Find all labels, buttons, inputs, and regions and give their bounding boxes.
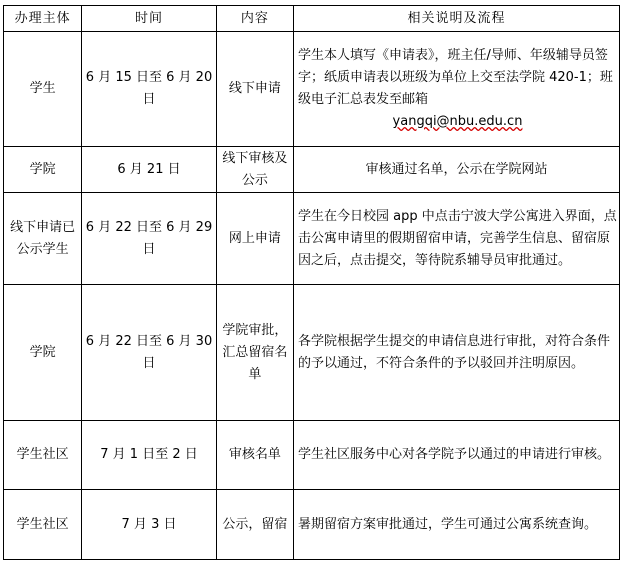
table-row	[4, 421, 620, 490]
cell-description: 学生在今日校园 app 中点击宁波大学公寓进入界面，点击公寓申请里的假期留宿申请，完善学生信息、留宿原因之后，点击提交，等待院系辅导员审批通过。	[293, 193, 619, 285]
cell-content: 线下审核及公示	[216, 147, 293, 193]
cell-content: 线下申请	[216, 32, 293, 147]
header-content: 内容	[216, 6, 293, 32]
cell-content: 学院审批，汇总留宿名单	[216, 285, 293, 421]
cell-description: 各学院根据学生提交的申请信息进行审批，对符合条件的予以通过，不符合条件的予以驳回并注明原因。	[293, 285, 619, 421]
email-address: yangqi@nbu.edu.cn	[392, 114, 523, 129]
cell-time: 6 月 21 日	[82, 147, 217, 193]
cell-description	[293, 32, 619, 147]
header-time: 时间	[82, 6, 217, 32]
cell-time: 6 月 15 日至 6 月 20 日	[82, 32, 217, 147]
header-subject: 办理主体	[4, 6, 82, 32]
cell-content: 审核名单	[216, 421, 293, 490]
cell-description: 暑期留宿方案审批通过，学生可通过公寓系统查询。	[293, 490, 619, 560]
cell-subject: 线下申请已公示学生	[4, 193, 82, 285]
email-line	[298, 111, 617, 133]
schedule-table	[3, 5, 620, 560]
cell-subject: 学生社区	[4, 421, 82, 490]
table-row	[4, 193, 620, 285]
cell-subject: 学生	[4, 32, 82, 147]
table-row	[4, 147, 620, 193]
cell-time: 6 月 22 日至 6 月 29 日	[82, 193, 217, 285]
cell-content: 网上申请	[216, 193, 293, 285]
table-row	[4, 32, 620, 147]
cell-time: 7 月 3 日	[82, 490, 217, 560]
cell-time: 6 月 22 日至 6 月 30 日	[82, 285, 217, 421]
cell-subject: 学院	[4, 285, 82, 421]
table-row	[4, 490, 620, 560]
header-row	[4, 6, 620, 32]
cell-description: 学生社区服务中心对各学院予以通过的申请进行审核。	[293, 421, 619, 490]
cell-subject: 学院	[4, 147, 82, 193]
header-description: 相关说明及流程	[293, 6, 619, 32]
cell-description: 审核通过名单，公示在学院网站	[293, 147, 619, 193]
cell-time: 7 月 1 日至 2 日	[82, 421, 217, 490]
table-row	[4, 285, 620, 421]
cell-content: 公示，留宿	[216, 490, 293, 560]
description-text: 学生本人填写《申请表》，班主任/导师、年级辅导员签字；纸质申请表以班级为单位上交至法学院 420-1；班级电子汇总表发至邮箱	[297, 48, 613, 107]
cell-subject: 学生社区	[4, 490, 82, 560]
